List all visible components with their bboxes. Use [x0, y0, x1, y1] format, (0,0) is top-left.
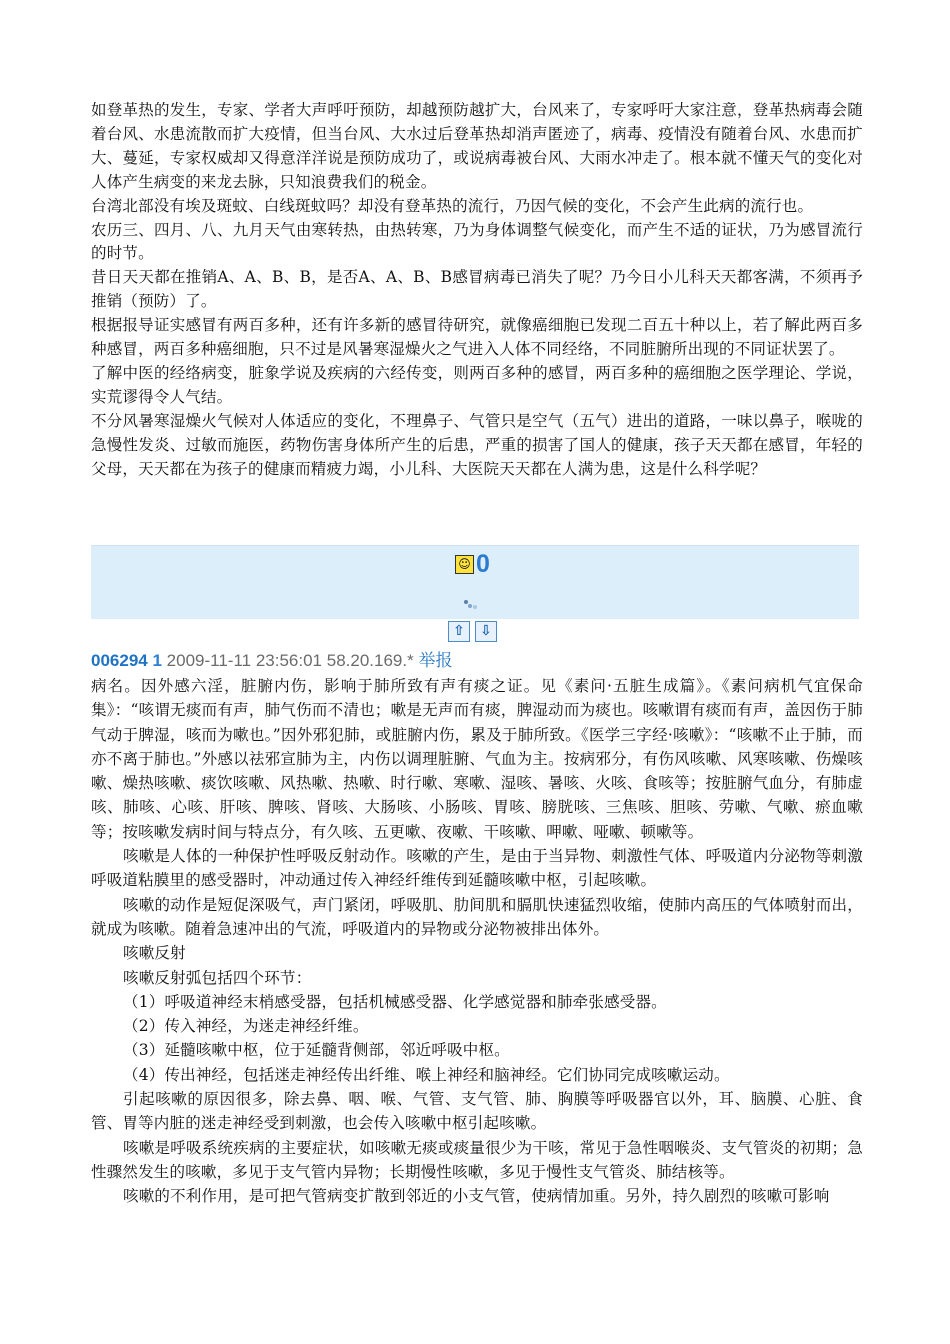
paragraph: 咳嗽是人体的一种保护性呼吸反射动作。咳嗽的产生，是由于当异物、刺激性气体、呼吸道内分泌物等刺激呼吸道粘膜里的感受器时，冲动通过传入神经纤维传到延髓咳嗽中枢，引起咳嗽。: [91, 847, 863, 890]
paragraph: 咳嗽的动作是短促深吸气，声门紧闭，呼吸肌、肋间肌和膈肌快速猛烈收缩，使肺内高压的气体喷射而出，就成为咳嗽。随着急速冲出的气流，呼吸道内的异物或分泌物被排出体外。: [91, 895, 863, 938]
arrow-up-icon[interactable]: ⇧: [448, 621, 470, 642]
section-heading: 咳嗽反射: [123, 944, 186, 963]
arrow-down-icon[interactable]: ⇩: [475, 621, 497, 642]
report-link[interactable]: 举报: [418, 651, 453, 670]
paragraph: 引起咳嗽的原因很多，除去鼻、咽、喉、气管、支气管、肺、胸膜等呼吸器官以外，耳、脑膜、心脏、食管、胃等内脏的迷走神经受到刺激，也会传入咳嗽中枢引起咳嗽。: [91, 1090, 863, 1133]
paragraph: 如登革热的发生，专家、学者大声呼吁预防，却越预防越扩大，台风来了，专家呼吁大家注意，登革热病毒会随着台风、水患流散而扩大疫情，但当台风、大水过后登革热却消声匿迹了，病毒、疫情没有随着台风、水患而扩大、蔓延，专家权威却又得意洋洋说是预防成功了，或说病毒被台风、大雨水冲走了。根本就不懂天气的变化对人体产生病变的来龙去脉，只知浪费我们的税金。: [91, 101, 863, 191]
post-id[interactable]: 006294: [91, 651, 148, 670]
upper-article: [91, 99, 863, 482]
vote-count: 0: [476, 550, 490, 578]
lower-article: [91, 674, 863, 1209]
paragraph: 了解中医的经络病变，脏象学说及疾病的六经传变，则两百多种的感冒，两百多种的癌细胞之医学理论、学说，实荒谬得令人气结。: [91, 363, 863, 406]
list-item: （1）呼吸道神经末梢感受器，包括机械感受器、化学感觉器和肺牵张感受器。: [123, 992, 667, 1011]
paragraph: 台湾北部没有埃及斑蚊、白线斑蚊吗？却没有登革热的流行，乃因气候的变化，不会产生此病的流行也。: [91, 196, 814, 215]
list-item: （4）传出神经，包括迷走神经传出纤维、喉上神经和脑神经。它们协同完成咳嗽运动。: [123, 1065, 730, 1084]
paragraph: 咳嗽是呼吸系统疾病的主要症状，如咳嗽无痰或痰量很少为干咳，常见于急性咽喉炎、支气管炎的初期；急性骤然发生的咳嗽，多见于支气管内异物；长期慢性咳嗽，多见于慢性支气管炎、肺结核等。: [91, 1138, 863, 1181]
paragraph: 不分风暑寒湿燥火气候对人体适应的变化，不理鼻子、气管只是空气（五气）进出的道路，一味以鼻子，喉咙的急慢性发炎、过敏而施医，药物伤害身体所产生的后患，严重的损害了国人的健康，孩子天天都在感冒，年轻的父母，天天都在为孩子的健康而精疲力竭，小儿科、大医院天天都在人满为患，这是什么科学呢？: [91, 411, 863, 478]
vote-widget[interactable]: [455, 549, 490, 579]
paragraph: 咳嗽反射弧包括四个环节：: [123, 968, 312, 987]
loading-spinner-icon: [464, 600, 478, 610]
vote-icon[interactable]: ☺: [455, 555, 474, 574]
list-item: （3）延髓咳嗽中枢，位于延髓背侧部，邻近呼吸中枢。: [123, 1041, 510, 1060]
post-ip: 58.20.169.*: [326, 651, 414, 670]
post-meta: [91, 649, 863, 673]
paragraph: 农历三、四月、八、九月天气由寒转热，由热转寒，乃为身体调整气候变化，而产生不适的证状，乃为感冒流行的时节。: [91, 220, 863, 263]
paragraph: 咳嗽的不利作用，是可把气管病变扩散到邻近的小支气管，使病情加重。另外，持久剧烈的咳嗽可影响: [123, 1187, 830, 1206]
paragraph: 根据报导证实感冒有两百多种，还有许多新的感冒待研究，就像癌细胞已发现二百五十种以上，若了解此两百多种感冒，两百多种癌细胞，只不过是风暑寒湿燥火之气进入人体不同经络，不同脏腑所出现的不同证状罢了。: [91, 316, 863, 359]
paragraph: 病名。因外感六淫，脏腑内伤，影响于肺所致有声有痰之证。见《素问·五脏生成篇》。《素问病机气宜保命集》：“咳谓无痰而有声，肺气伤而不清也；嗽是无声而有痰，脾湿动而为痰也。咳嗽谓有痰而有声，盖因伤于肺气动于脾湿，咳而为嗽也。”因外邪犯肺，或脏腑内伤，累及于肺所致。《医学三字经·咳嗽》：“咳嗽不止于肺，而亦不离于肺也。”外感以祛邪宣肺为主，内伤以调理脏腑、气血为主。按病邪分，有伤风咳嗽、风寒咳嗽、伤燥咳嗽、燥热咳嗽、痰饮咳嗽、风热嗽、热嗽、时行嗽、寒嗽、湿咳、暑咳、火咳、食咳等；按脏腑气血分，有肺虚咳、肺咳、心咳、肝咳、脾咳、肾咳、大肠咳、小肠咳、胃咳、膀胱咳、三焦咳、胆咳、劳嗽、气嗽、瘀血嗽等；按咳嗽发病时间与特点分，有久咳、五更嗽、夜嗽、干咳嗽、呷嗽、哑嗽、顿嗽等。: [91, 677, 863, 841]
paragraph: 昔日天天都在推销A、A、B、B，是否A、A、B、B感冒病毒已消失了呢？乃今日小儿科天天都客满，不须再予推销（预防）了。: [91, 268, 863, 311]
floor-icon: 1: [152, 651, 162, 670]
post-datetime: 2009-11-11 23:56:01: [166, 651, 323, 670]
list-item: （2）传入神经，为迷走神经纤维。: [123, 1017, 369, 1036]
vote-panel: [91, 545, 859, 619]
nav-arrows: [448, 621, 497, 642]
